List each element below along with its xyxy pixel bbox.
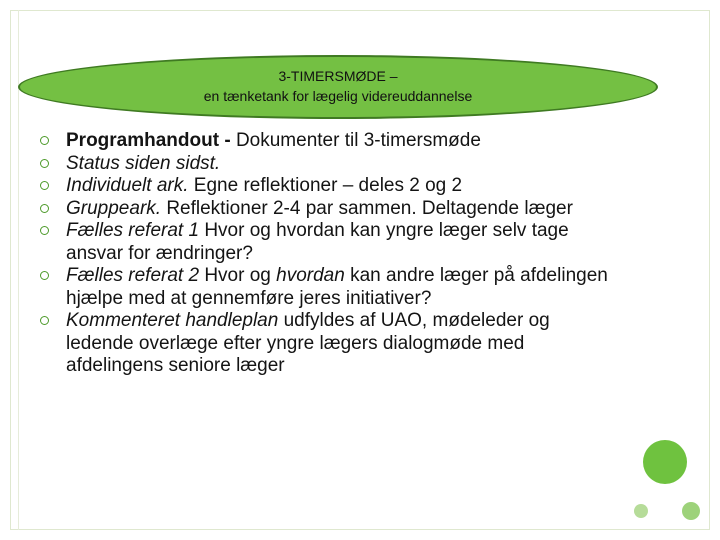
circle-bullet-icon [40,181,49,190]
list-item [40,198,620,221]
small-green-circle-icon [634,504,648,518]
bullet-text: Reflektioner 2-4 par sammen. Deltagende læger [161,197,573,219]
list-item [40,265,620,310]
bullet-text: Egne reflektioner – deles 2 og 2 [188,175,463,196]
title-line-1: 3-TIMERSMØDE – [278,68,398,84]
bullet-list [40,130,620,378]
list-item [40,153,620,176]
bullet-text: Dokumenter til 3-timersmøde [235,130,481,151]
bullet-emphasis-2: hvordan [276,265,345,286]
bullet-emphasis: Individuelt ark. [66,175,189,196]
bullet-text: Hvor og [199,265,277,286]
list-item [40,175,620,198]
bullet-text-2: kan andre læger på afdelingen hjælpe med at gennemføre jeres initiativer? [66,265,608,309]
title-line-2: en tænketank for lægelig videreuddannelse [203,88,473,104]
circle-bullet-icon [40,316,49,325]
circle-bullet-icon [40,226,49,235]
bullet-text: udfyldes af UAO, mødeleder og ledende overlæge efter yngre lægers dialogmøde med afdelingens seniore læger [66,310,550,376]
bullet-emphasis: Gruppeark. [66,197,162,219]
bullet-emphasis: Programhandout - [66,130,236,151]
bullet-emphasis: Status siden sidst. [66,152,221,174]
medium-green-circle-icon [682,502,700,520]
list-item [40,310,620,378]
circle-bullet-icon [40,136,49,145]
circle-bullet-icon [40,271,49,280]
bullet-emphasis: Fælles referat 2 [66,265,200,286]
bullet-emphasis: Fælles referat 1 [66,220,200,241]
bullet-text: Hvor og hvordan kan yngre læger selv tage ansvar for ændringer? [66,220,569,264]
list-item [40,130,620,153]
circle-bullet-icon [40,204,49,213]
large-green-circle-icon [643,440,687,484]
list-item [40,220,620,265]
title-ellipse [18,55,658,119]
circle-bullet-icon [40,159,49,168]
bullet-emphasis: Kommenteret handleplan [66,310,279,331]
